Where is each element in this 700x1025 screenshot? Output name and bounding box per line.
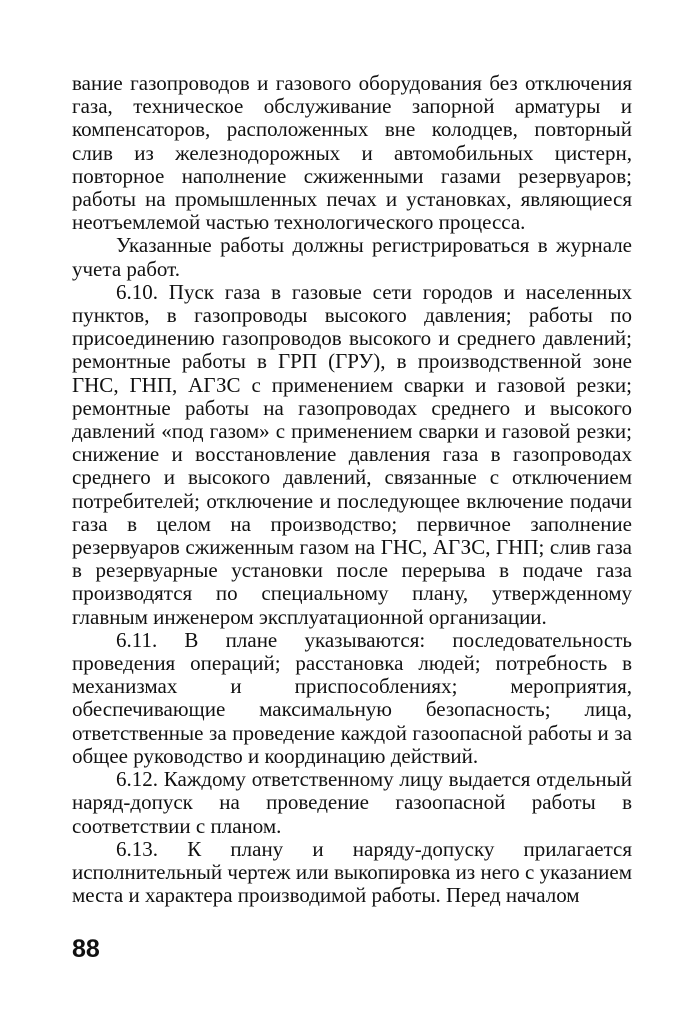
paragraph-journal-note: Указанные работы должны регистрироваться в журнале учета работ.: [72, 233, 632, 281]
paragraph-continuation: вание газопроводов и газового оборудования без отключения газа, техническое обслуживание запорной арматуры и компенсаторов, расположенных вне колодцев, повторный слив из железнодорожных и автомобильных цистерн, повторное наполнение сжиженными газами резервуаров; работы на промышленных печах и установках, являющиеся неотъемлемой частью технологического процесса.: [72, 71, 632, 235]
page-number: 88: [72, 935, 100, 963]
body-text: [72, 72, 632, 907]
paragraph-6-10: 6.10. Пуск газа в газовые сети городов и населенных пунктов, в газопроводы высокого давления; работы по присоединению газопроводов высокого и среднего давлений; ремонтные работы в ГРП (ГРУ), в производственной зоне ГНС, ГНП, АГЗС с применением сварки и газовой резки; ремонтные работы на газопроводах среднего и высокого давлений «под газом» с применением сварки и газовой резки; снижение и восстановление давления газа в газопроводах среднего и высокого давлений, связанные с отключением потребителей; отключение и последующее включение подачи газа в целом на производство; первичное заполнение резервуаров сжиженным газом на ГНС, АГЗС, ГНП; слив газа в резервуарные установки после перерыва в подаче газа производятся по специальному плану, утвержденному главным инженером эксплуатационной организации.: [72, 279, 632, 629]
paragraph-6-11: 6.11. В плане указываются: последовательность проведения операций; расстановка людей; потребность в механизмах и приспособлениях; мероприятия, обеспечивающие максимальную безопасность; лица, ответственные за проведение каждой газоопасной работы и за общее руководство и координацию действий.: [72, 627, 632, 768]
paragraph-6-12: 6.12. Каждому ответственному лицу выдается отдельный наряд-допуск на проведение газоопасной работы в соответствии с планом.: [72, 767, 632, 838]
paragraph-6-13: 6.13. К плану и наряду-допуску прилагается исполнительный чертеж или выкопировка из него с указанием места и характера производимой работы. Перед началом: [72, 836, 632, 908]
